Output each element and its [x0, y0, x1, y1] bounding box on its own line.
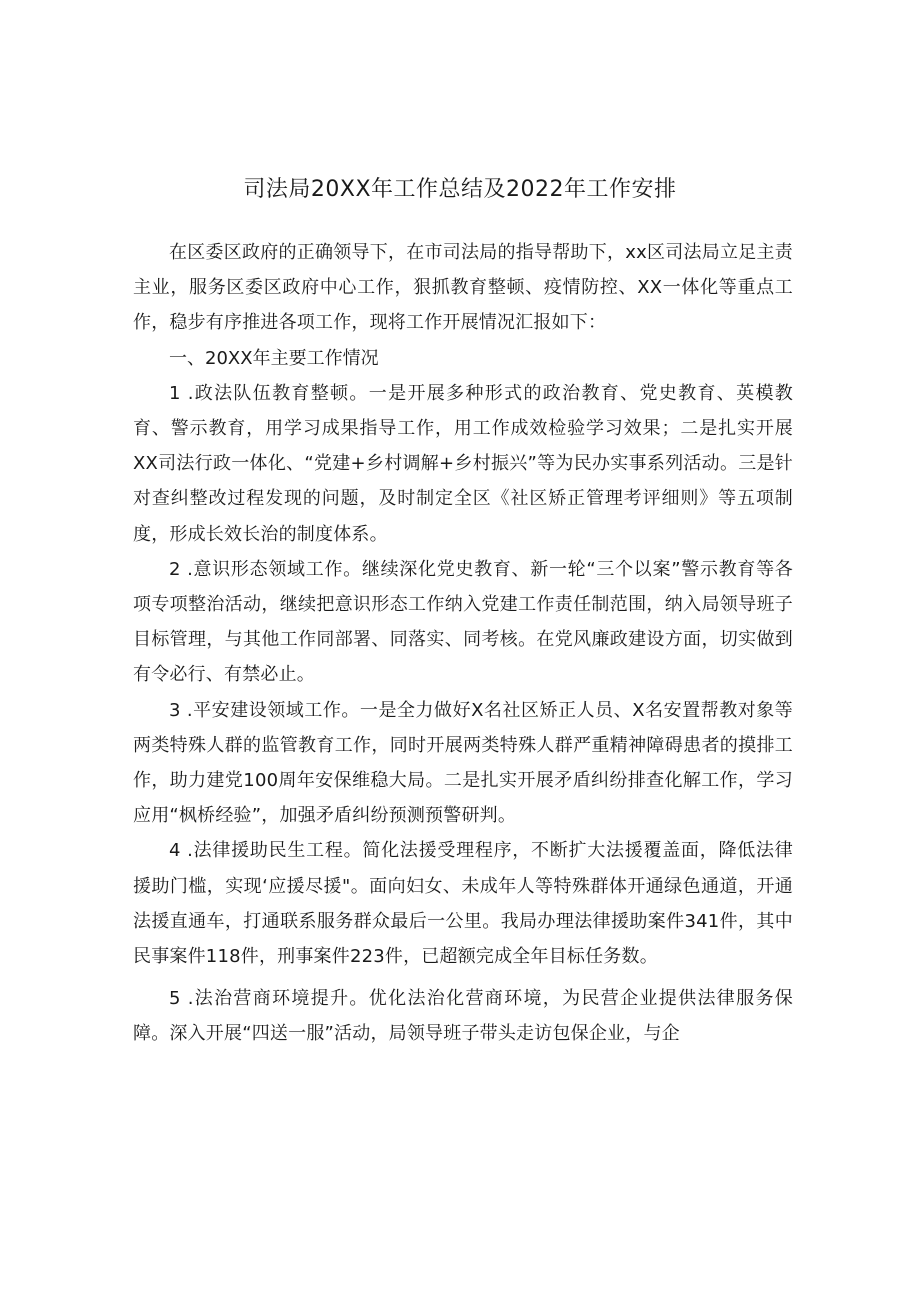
- document-title: 司法局20XX年工作总结及2022年工作安排: [243, 177, 677, 202]
- work-item-4: 4 .法律援助民生工程。简化法援受理程序，不断扩大法援覆盖面，降低法律援助门槛，实现‘应援尽援"。面向妇女、未成年人等特殊群体开通绿色通道，开通法援直通车，打通联系服务群众最后一公里。我局办理法律援助案件341件，其中民事案件118件，刑事案件223件，已超额完成全年目标任务数。: [133, 840, 793, 968]
- work-item-3: 3 .平安建设领域工作。一是全力做好X名社区矫正人员、X名安置帮教对象等两类特殊人群的监管教育工作，同时开展两类特殊人群严重精神障碍患者的摸排工作，助力建党100周年安保维稳大局。二是扎实开展矛盾纠纷排查化解工作，学习应用“枫桥经验”，加强矛盾纠纷预测预警研判。: [133, 699, 793, 827]
- work-item-5: 5 .法治营商环境提升。优化法治化营商环境，为民营企业提供法律服务保障。深入开展“四送一服”活动，局领导班子带头走访包保企业，与企: [133, 988, 793, 1045]
- section-heading: 一、20XX年主要工作情况: [169, 347, 379, 369]
- work-item-2: 2 .意识形态领域工作。继续深化党史教育、新一轮“三个以案”警示教育等各项专项整治活动，继续把意识形态工作纳入党建工作责任制范围，纳入局领导班子目标管理，与其他工作同部署、同落实、同考核。在党风廉政建设方面，切实做到有令必行、有禁必止。: [133, 558, 793, 686]
- work-item-1: 1 .政法队伍教育整顿。一是开展多种形式的政治教育、党史教育、英模教育、警示教育，用学习成果指导工作，用工作成效检验学习效果；二是扎实开展XX司法行政一体化、“党建+乡村调解+乡村振兴”等为民办实事系列活动。三是针对查纠整改过程发现的问题，及时制定全区《社区矫正管理考评细则》等五项制度，形成长效长治的制度体系。: [133, 382, 793, 545]
- intro-paragraph: 在区委区政府的正确领导下，在市司法局的指导帮助下，xx区司法局立足主责主业，服务区委区政府中心工作，狠抓教育整顿、疫情防控、XX一体化等重点工作，稳步有序推进各项工作，现将工作开展情况汇报如下：: [133, 242, 793, 334]
- document-body: [133, 235, 793, 1052]
